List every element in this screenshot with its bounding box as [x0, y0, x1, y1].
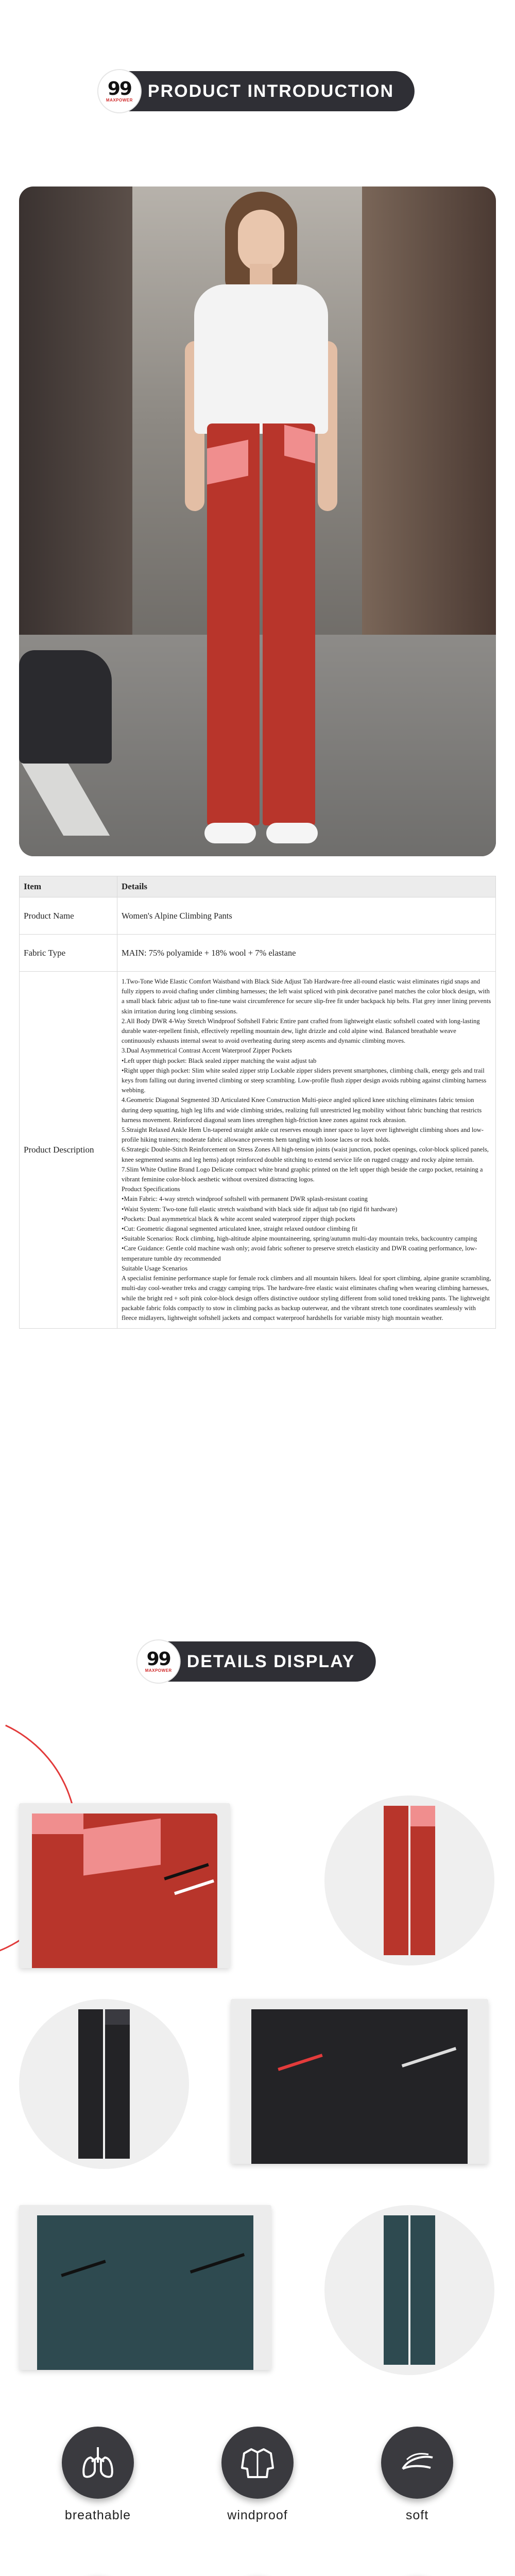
section-title: DETAILS DISPLAY: [186, 1651, 355, 1671]
description-paragraph: 5.Straight Relaxed Ankle Hem Un-tapered straight ankle cut reserves enough inner space to layer over lightweight climbing shoes and low-profile hiking trainers; moderate fabric allowance prevents hem tangling with loose laces or rock holds.: [122, 1126, 484, 1144]
table-row: [20, 935, 496, 972]
description-paragraph: Product Specifications: [122, 1185, 180, 1193]
row-key: Product Name: [20, 897, 117, 935]
table-header-item: Item: [20, 876, 117, 897]
section-header-intro: [100, 71, 415, 111]
product-spec-table: [19, 876, 496, 1329]
detail-image-black-closeup: [231, 1999, 488, 2164]
description-paragraph: •Left upper thigh pocket: Black sealed zipper matching the waist adjust tab: [122, 1057, 317, 1064]
description-paragraph: •Waist System: Two-tone full elastic stretch waistband with black side fit adjust tab (no rigid fit hardware): [122, 1205, 398, 1213]
row-key: Fabric Type: [20, 935, 117, 972]
description-paragraph: •Main Fabric: 4-way stretch windproof softshell with permanent DWR splash-resistant coating: [122, 1195, 368, 1203]
lungs-icon: [62, 2427, 134, 2499]
brand-logo: [97, 69, 142, 113]
feather-icon: [381, 2427, 453, 2499]
feature-label: breathable: [64, 2508, 131, 2522]
description-paragraph: Suitable Usage Scenarios: [122, 1264, 188, 1272]
description-paragraph: •Pockets: Dual asymmetrical black & white accent sealed waterproof zipper thigh pockets: [122, 1215, 355, 1223]
table-row: [20, 897, 496, 935]
description-paragraph: 4.Geometric Diagonal Segmented 3D Articulated Knee Construction Multi-piece angled spliced knee stitching eliminates fabric tension during deep squatting, high leg lifts and wide climbing strides, realizing full unrestricted leg mobility without fabric bunching that restricts harness movement. Reinforced diagonal seam lines strengthen high-friction knee zones against rock abrasion.: [122, 1096, 482, 1124]
detail-image-red-full: [324, 1795, 494, 1965]
brand-logo-mark: 99: [146, 1648, 170, 1670]
description-paragraph: 6.Strategic Double-Stitch Reinforcement on Stress Zones All high-tension joints (waist junction, pocket openings, color-block spliced panels, knee segmented seams and leg hems) adopt reinforced double stitching to extend service life on rugged craggy and rocky alpine terrain.: [122, 1146, 489, 1163]
table-row: [20, 972, 496, 1329]
detail-image-teal-full: [324, 2205, 494, 2375]
hero-product-photo: [19, 187, 496, 856]
brand-logo-tag: MAXPOWER: [106, 97, 133, 103]
feature-breathable: [36, 2427, 160, 2522]
description-paragraph: 1.Two-Tone Wide Elastic Comfort Waistband with Black Side Adjust Tab Hardware-free all-round elastic waist eliminates rigid snaps and fully zippers to avoid chafing under climbing harnesses; the left waist spliced with pink decorative panel matches the color block design, with a small black fabric adjust tab to fine-tune waist circumference for secure slip-free fit under backpack hip belts. Flat grey inner lining prevents skin irritation during long climbing sessions.: [122, 978, 491, 1015]
brand-logo: [136, 1639, 181, 1684]
description-paragraph: 7.Slim White Outline Brand Logo Delicate compact white brand graphic printed on the left upper thigh beside the cargo pocket, retaining a vibrant feminine color-block aesthetic without oversized distracting logos.: [122, 1165, 483, 1183]
table-header-details: Details: [117, 876, 496, 897]
brand-logo-mark: 99: [107, 78, 131, 99]
detail-image-black-full: [19, 1999, 189, 2169]
feature-label: windproof: [227, 2508, 288, 2522]
table-header-row: [20, 876, 496, 897]
model-figure: [189, 187, 333, 856]
description-paragraph: 3.Dual Asymmetrical Contrast Accent Waterproof Zipper Pockets: [122, 1047, 292, 1055]
feature-label: soft: [405, 2508, 429, 2522]
feature-windproof: [196, 2427, 319, 2522]
detail-image-teal-closeup: [19, 2205, 271, 2370]
description-paragraph: •Suitable Scenarios: Rock climbing, high-altitude alpine mountaineering, spring/autumn multi-day mountain treks, backcountry camping: [122, 1235, 477, 1243]
jacket-icon: [221, 2427, 294, 2499]
product-description: [117, 972, 496, 1329]
section-header-details: [140, 1641, 376, 1682]
description-paragraph: •Cut: Geometric diagonal segmented articulated knee, straight relaxed outdoor climbing fit: [122, 1225, 357, 1233]
description-paragraph: •Care Guidance: Gentle cold machine wash only; avoid fabric softener to preserve stretch elasticity and DWR coating performance, low-temperature tumble dry recommended: [122, 1245, 477, 1262]
description-paragraph: 2.All Body DWR 4-Way Stretch Windproof Softshell Fabric Entire pant crafted from lightweight elastic softshell coated with long-lasting durable water-repellent finish, effectively repelling mountain dew, light drizzle and cold alpine wind. Balanced breathable weave continuously exhausts internal sweat to avoid overheating during steep ascents and dynamic climbing moves.: [122, 1017, 480, 1045]
description-paragraph: A specialist feminine performance staple for female rock climbers and all mountain hikers. Ideal for sport climbing, alpine granite scrambling, multi-day cool-weather treks and craggy camping trips. The hardware-free elastic waist eliminates chafing when wearing climbing harnesses, while the bright red + soft pink color-block design offers distinctive outdoor styling different from solid toned trekking pants. The lightweight packable fabric folds compactly to stow in climbing packs as backup outerwear, and the vibrant stretch tone coordinates seamlessly with fleece midlayers, lightweight softshell jackets and compact waterproof hardshells for variable misty high mountain weather.: [122, 1275, 491, 1321]
feature-soft: [355, 2427, 479, 2522]
description-paragraph: •Right upper thigh pocket: Slim white sealed zipper strip Lockable zipper sliders prevent smartphones, climbing chalk, energy gels and trail keys from falling out during inverted climbing or steep scrambling. Low-profile flush zipper design avoids rubbing against climbing harness webbing.: [122, 1066, 487, 1094]
row-value: Women's Alpine Climbing Pants: [117, 897, 496, 935]
detail-image-red-closeup: [19, 1803, 230, 1968]
row-value: MAIN: 75% polyamide + 18% wool + 7% elastane: [117, 935, 496, 972]
row-key: Product Description: [20, 972, 117, 1329]
section-title: PRODUCT INTRODUCTION: [147, 81, 394, 101]
brand-logo-tag: MAXPOWER: [145, 1668, 172, 1673]
